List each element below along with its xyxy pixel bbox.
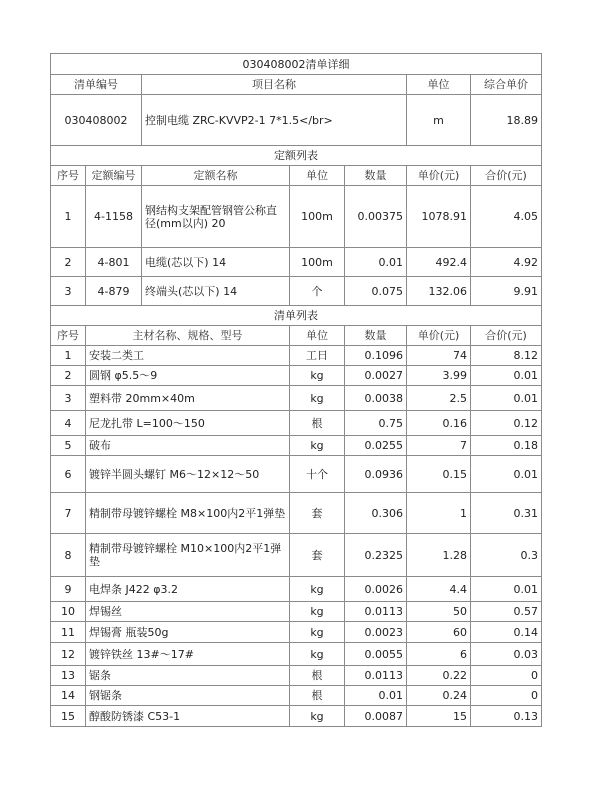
material-total: 0.14 — [471, 622, 542, 643]
material-name: 钢锯条 — [86, 686, 290, 706]
material-row — [51, 643, 542, 666]
material-row — [51, 456, 542, 493]
quota-qty: 0.00375 — [345, 186, 407, 248]
material-row — [51, 366, 542, 386]
material-unit-price: 15 — [407, 706, 471, 727]
material-row — [51, 493, 542, 534]
quota-row — [51, 248, 542, 277]
quota-section-row — [51, 146, 542, 166]
material-seq: 6 — [51, 456, 86, 493]
material-qty: 0.306 — [345, 493, 407, 534]
material-header-row — [51, 326, 542, 346]
material-seq: 12 — [51, 643, 86, 666]
material-name: 塑料带 20mm×40m — [86, 386, 290, 411]
bill-row — [51, 95, 542, 146]
material-unit: kg — [290, 366, 345, 386]
material-row — [51, 386, 542, 411]
material-total: 0.57 — [471, 602, 542, 622]
material-qty: 0.0255 — [345, 436, 407, 456]
quota-seq: 3 — [51, 277, 86, 306]
material-unit-price: 0.24 — [407, 686, 471, 706]
material-total: 0 — [471, 686, 542, 706]
quota-seq: 2 — [51, 248, 86, 277]
quota-code: 4-1158 — [86, 186, 142, 248]
material-row — [51, 622, 542, 643]
material-total: 0.01 — [471, 456, 542, 493]
material-seq: 9 — [51, 577, 86, 602]
material-total: 0.01 — [471, 366, 542, 386]
material-unit-price: 2.5 — [407, 386, 471, 411]
material-total: 0 — [471, 666, 542, 686]
bill-price-header: 综合单价 — [471, 75, 542, 95]
material-name: 镀锌半圆头螺钉 M6～12×12～50 — [86, 456, 290, 493]
bill-name: 控制电缆 ZRC-KVVP2-1 7*1.5</br> — [142, 95, 407, 146]
material-seq: 11 — [51, 622, 86, 643]
material-seq: 3 — [51, 386, 86, 411]
material-seq: 4 — [51, 411, 86, 436]
material-unit: 十个 — [290, 456, 345, 493]
quota-qty: 0.075 — [345, 277, 407, 306]
bill-unit-header: 单位 — [407, 75, 471, 95]
quota-total: 4.92 — [471, 248, 542, 277]
material-total: 0.12 — [471, 411, 542, 436]
material-unit: 根 — [290, 666, 345, 686]
material-unit-price: 0.15 — [407, 456, 471, 493]
quota-unit-price: 132.06 — [407, 277, 471, 306]
material-unit: 套 — [290, 534, 345, 577]
material-unit-price: 7 — [407, 436, 471, 456]
bill-header-row — [51, 75, 542, 95]
material-row — [51, 346, 542, 366]
bill-unit: m — [407, 95, 471, 146]
material-unit-price: 50 — [407, 602, 471, 622]
material-qty: 0.0023 — [345, 622, 407, 643]
bill-code-header: 清单编号 — [51, 75, 142, 95]
material-qty: 0.0055 — [345, 643, 407, 666]
material-total-header: 合价(元) — [471, 326, 542, 346]
quota-unit: 100m — [290, 248, 345, 277]
material-seq: 2 — [51, 366, 86, 386]
material-qty-header: 数量 — [345, 326, 407, 346]
material-qty: 0.0113 — [345, 666, 407, 686]
material-name: 精制带母镀锌螺栓 M10×100内2平1弹垫 — [86, 534, 290, 577]
material-name: 焊锡丝 — [86, 602, 290, 622]
quota-name: 电缆(芯以下) 14 — [142, 248, 290, 277]
material-seq: 13 — [51, 666, 86, 686]
quota-unit-price-header: 单价(元) — [407, 166, 471, 186]
quota-name: 钢结构支架配管钢管公称直径(mm以内) 20 — [142, 186, 290, 248]
material-qty: 0.0026 — [345, 577, 407, 602]
material-seq: 5 — [51, 436, 86, 456]
material-name: 锯条 — [86, 666, 290, 686]
material-name: 安装二类工 — [86, 346, 290, 366]
quota-unit: 100m — [290, 186, 345, 248]
material-unit: 根 — [290, 411, 345, 436]
material-unit-price-header: 单价(元) — [407, 326, 471, 346]
material-qty: 0.1096 — [345, 346, 407, 366]
material-seq: 7 — [51, 493, 86, 534]
material-unit-price: 1.28 — [407, 534, 471, 577]
material-qty: 0.0027 — [345, 366, 407, 386]
material-name-header: 主材名称、规格、型号 — [86, 326, 290, 346]
material-name: 焊锡膏 瓶装50g — [86, 622, 290, 643]
material-unit-price: 0.22 — [407, 666, 471, 686]
quota-unit-header: 单位 — [290, 166, 345, 186]
material-unit-price: 4.4 — [407, 577, 471, 602]
material-name: 尼龙扎带 L=100～150 — [86, 411, 290, 436]
bill-price: 18.89 — [471, 95, 542, 146]
material-seq: 10 — [51, 602, 86, 622]
table-body — [51, 54, 542, 727]
quota-total: 9.91 — [471, 277, 542, 306]
quota-name-header: 定额名称 — [142, 166, 290, 186]
material-total: 0.13 — [471, 706, 542, 727]
material-name: 镀锌铁丝 13#～17# — [86, 643, 290, 666]
material-unit: 根 — [290, 686, 345, 706]
material-row — [51, 577, 542, 602]
material-name: 圆钢 φ5.5～9 — [86, 366, 290, 386]
material-total: 0.03 — [471, 643, 542, 666]
material-unit: kg — [290, 577, 345, 602]
quota-row — [51, 186, 542, 248]
material-unit: kg — [290, 706, 345, 727]
material-unit-price: 60 — [407, 622, 471, 643]
material-qty: 0.75 — [345, 411, 407, 436]
material-unit-price: 74 — [407, 346, 471, 366]
material-name: 破布 — [86, 436, 290, 456]
bill-detail-table — [50, 53, 542, 727]
material-unit: kg — [290, 622, 345, 643]
material-qty: 0.2325 — [345, 534, 407, 577]
material-row — [51, 686, 542, 706]
material-unit: kg — [290, 643, 345, 666]
material-row — [51, 534, 542, 577]
material-name: 醇酸防锈漆 C53-1 — [86, 706, 290, 727]
material-unit-price: 1 — [407, 493, 471, 534]
material-total: 0.18 — [471, 436, 542, 456]
page-title: 030408002清单详细 — [51, 54, 542, 75]
material-total: 0.01 — [471, 577, 542, 602]
material-name: 精制带母镀锌螺栓 M8×100内2平1弹垫 — [86, 493, 290, 534]
quota-seq: 1 — [51, 186, 86, 248]
quota-section-title: 定额列表 — [51, 146, 542, 166]
material-name: 电焊条 J422 φ3.2 — [86, 577, 290, 602]
material-row — [51, 602, 542, 622]
material-seq: 15 — [51, 706, 86, 727]
title-row — [51, 54, 542, 75]
material-qty: 0.0936 — [345, 456, 407, 493]
material-section-title: 清单列表 — [51, 306, 542, 326]
material-seq: 1 — [51, 346, 86, 366]
quota-qty-header: 数量 — [345, 166, 407, 186]
material-total: 0.31 — [471, 493, 542, 534]
material-unit: 套 — [290, 493, 345, 534]
quota-total: 4.05 — [471, 186, 542, 248]
material-unit: kg — [290, 386, 345, 411]
quota-unit-price: 492.4 — [407, 248, 471, 277]
material-unit-price: 3.99 — [407, 366, 471, 386]
material-row — [51, 706, 542, 727]
quota-unit: 个 — [290, 277, 345, 306]
quota-qty: 0.01 — [345, 248, 407, 277]
bill-code: 030408002 — [51, 95, 142, 146]
quota-row — [51, 277, 542, 306]
quota-seq-header: 序号 — [51, 166, 86, 186]
material-unit-price: 0.16 — [407, 411, 471, 436]
material-row — [51, 411, 542, 436]
material-unit: kg — [290, 436, 345, 456]
material-qty: 0.0113 — [345, 602, 407, 622]
quota-unit-price: 1078.91 — [407, 186, 471, 248]
quota-code-header: 定额编号 — [86, 166, 142, 186]
material-unit: kg — [290, 602, 345, 622]
material-total: 0.3 — [471, 534, 542, 577]
material-row — [51, 666, 542, 686]
material-section-row — [51, 306, 542, 326]
material-seq-header: 序号 — [51, 326, 86, 346]
material-unit-header: 单位 — [290, 326, 345, 346]
material-total: 0.01 — [471, 386, 542, 411]
material-qty: 0.01 — [345, 686, 407, 706]
material-seq: 8 — [51, 534, 86, 577]
bill-name-header: 项目名称 — [142, 75, 407, 95]
quota-code: 4-879 — [86, 277, 142, 306]
material-row — [51, 436, 542, 456]
quota-name: 终端头(芯以下) 14 — [142, 277, 290, 306]
material-seq: 14 — [51, 686, 86, 706]
quota-header-row — [51, 166, 542, 186]
material-qty: 0.0087 — [345, 706, 407, 727]
quota-code: 4-801 — [86, 248, 142, 277]
material-unit-price: 6 — [407, 643, 471, 666]
quota-total-header: 合价(元) — [471, 166, 542, 186]
material-total: 8.12 — [471, 346, 542, 366]
material-unit: 工日 — [290, 346, 345, 366]
material-qty: 0.0038 — [345, 386, 407, 411]
